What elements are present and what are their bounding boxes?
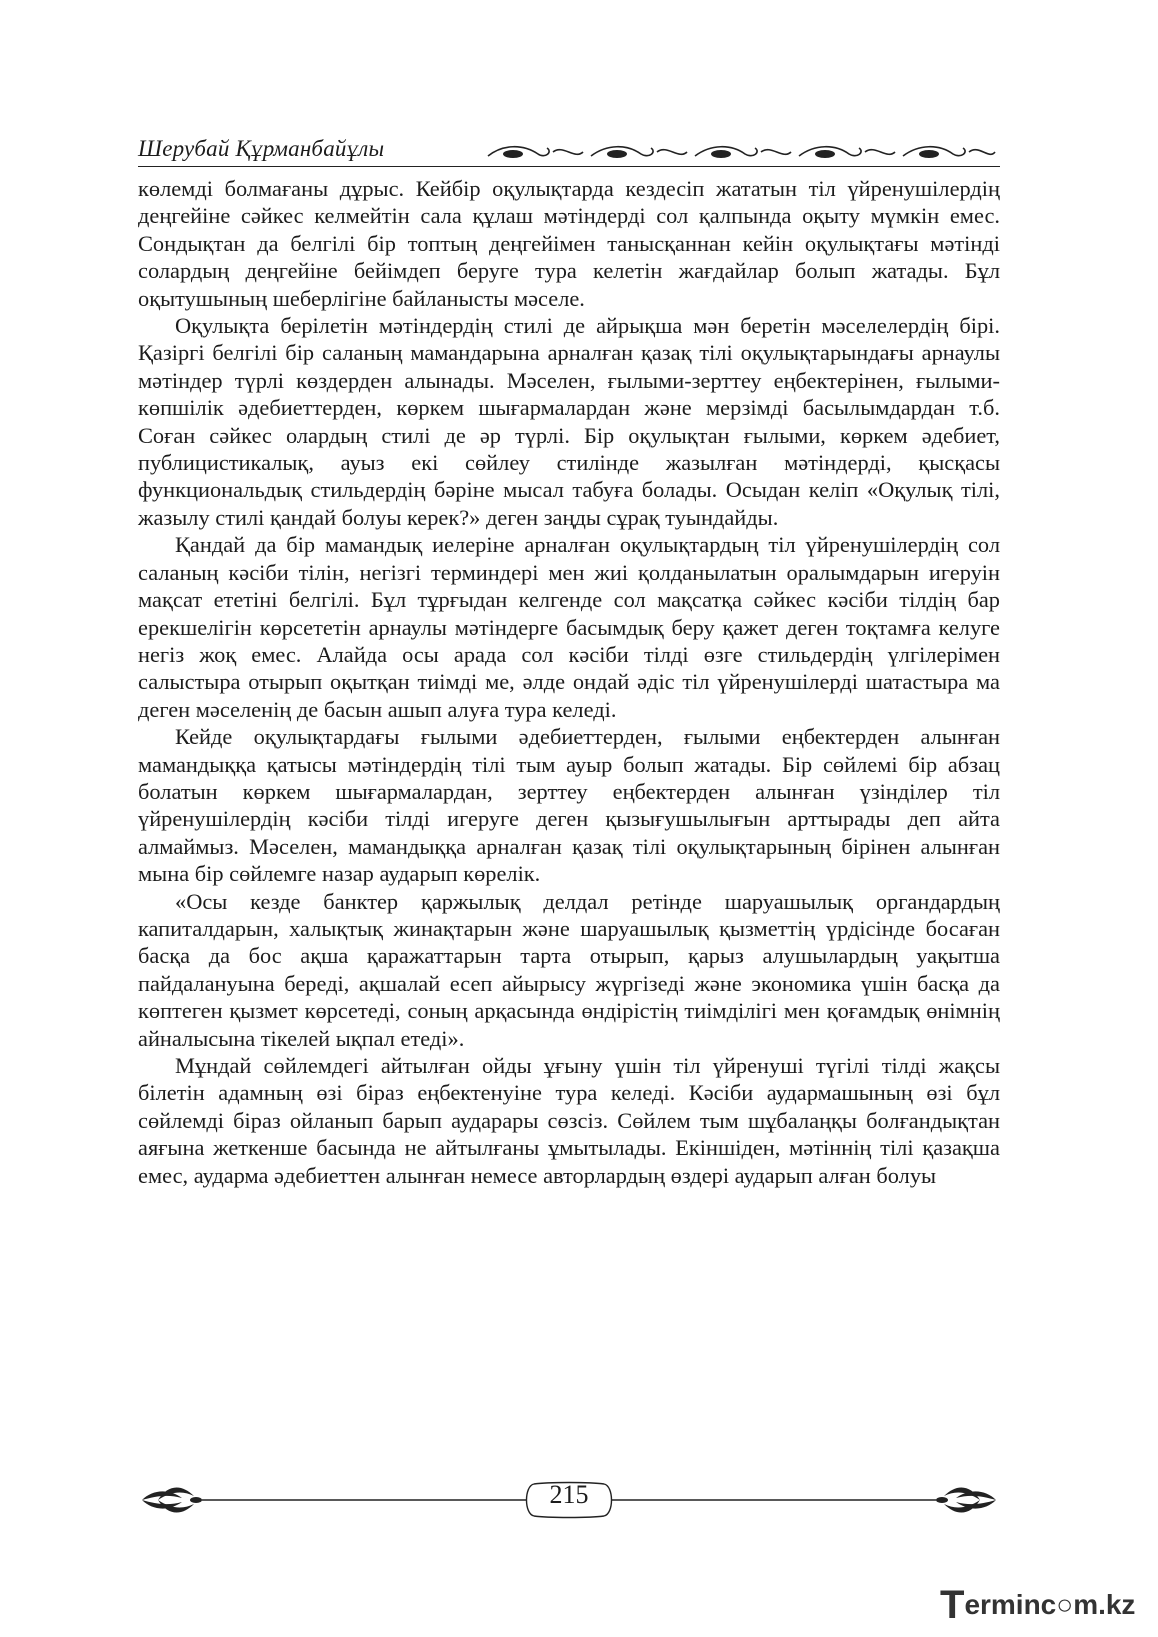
paragraph: «Осы кезде банктер қаржылық делдал ретінде шаруашылық органдардың капиталдарын, халықтық жинақтарын және шаруашылық қызметтің үрдісінде босаған басқа да бос ақша қаражаттарын тарта отырып, қарыз алушылардың уақытша пайдалануына береді, ақшалай есеп айырысу жүргізеді және экономика үшін басқа да көптеген қызмет көрсетеді, соның арқасында өндірістің тиімділігі мен қоғамдық өнімнің айналысына тікелей ықпал етеді». xyxy=(138,888,1000,1051)
paragraph: Мұндай сөйлемдегі айтылған ойды ұғыну үшін тіл үйренуші түгілі тілді жақсы білетін адамның өзі біраз еңбектенуіне тура келеді. Кәсіби аудармашының өзі бұл сөйлемді біраз ойланып барып аударары сөзсіз. Сөйлем тым шұбалаңқы болғандықтан аяғына жеткенше басында не айтылғаны ұмытылады. Екіншіден, мәтіннің тілі қазақша емес, аударма әдебиеттен алынған немесе авторлардың өздері аударып алған болуы xyxy=(138,1053,1000,1188)
page-number: 215 xyxy=(549,1480,589,1509)
header-ornament-icon xyxy=(483,140,998,166)
page-footer xyxy=(138,1478,1000,1522)
site-watermark xyxy=(940,1583,1140,1627)
header-author: Шерубай Құрманбайұлы xyxy=(138,136,385,161)
watermark-circle-icon: ○ xyxy=(1056,1589,1074,1620)
paragraph: Қандай да бір мамандық иелеріне арналған оқулықтардың тіл үйренушілердің сол саланың кәсіби тілін, негізгі терминдері мен жиі қолданылатын оралымдарын игеруін мақсат ететіні белгілі. Бұл тұрғыдан келгенде сол мақсатқа сәйкес кәсіби тілдің бар ерекшелігін көрсететін арнаулы мәтіндерге басымдық беру қажет деген тоқтамға келуге негіз жоқ емес. Алайда осы арада сол кәсіби тілді өзге стильдердің үлгілерімен салыстыра отырып оқытқан тиімді ме, әлде ондай әдіс тіл үйренушілерді шатастыра ма деген мәселенің де басын ашып алуға тура келеді. xyxy=(138,532,1000,722)
watermark-first-letter: T xyxy=(940,1583,965,1627)
running-header xyxy=(138,130,1000,170)
watermark-text: erminc xyxy=(964,1589,1057,1620)
paragraph: Оқулықта берілетін мәтіндердің стилі де айрықша мән беретін мәселелердің бірі. Қазіргі белгілі бір саланың мамандарына арналған қазақ тілі оқулықтарындағы арнаулы мәтіндер түрлі көздерден алынады. Мәселен, ғылыми-зерттеу еңбектерінен, ғылыми-көпшілік әдебиеттерден, көркем шығармалардан және мерзімді басылымдардан т.б. Соған сәйкес олардың стилі де әр түрлі. Бір оқулықтан ғылыми, көркем әдебиет, публицистикалық, ауыз екі сөйлеу стилінде жазылған мәтіндерді, қысқасы функциональдық стильдердің бәріне мысал табуға болады. Осыдан келіп «Оқулық тілі, жазылу стилі қандай болуы керек?» деген заңды сұрақ туындайды. xyxy=(138,313,1000,530)
paragraph: көлемді болмағаны дұрыс. Кейбір оқулықтарда кездесіп жататын тіл үйренушілердің деңгейіне сәйкес келмейтін сала құлаш мәтіндерді сол қалпында оқыту мүмкін емес. Сондықтан да белгілі бір топтың деңгейімен танысқаннан кейін оқулықтағы мәтінді солардың деңгейіне бейімдеп беруге тура келетін жағдайлар болып жатады. Бұл оқытушының шеберлігіне байланысты мәселе. xyxy=(138,176,1000,311)
watermark-domain: m.kz xyxy=(1073,1589,1136,1620)
body-text xyxy=(138,175,1000,1189)
paragraph: Кейде оқулықтардағы ғылыми әдебиеттерден, ғылыми еңбектерден алынған мамандыққа қатысы мәтіндердің тілі тым ауыр болып жатады. Бір сөйлемі бір абзац болатын көркем шығармалардан, зерттеу еңбектерден алынған үзінділер тіл үйренушілердің кәсіби тілді игеруге деген қызығушылығын арттырады деп айта алмаймыз. Мәселен, мамандыққа арналған қазақ тілі оқулықтарының бірінен алынған мына бір сөйлемге назар аударып көрелік. xyxy=(138,724,1000,887)
header-rule xyxy=(138,166,1000,167)
